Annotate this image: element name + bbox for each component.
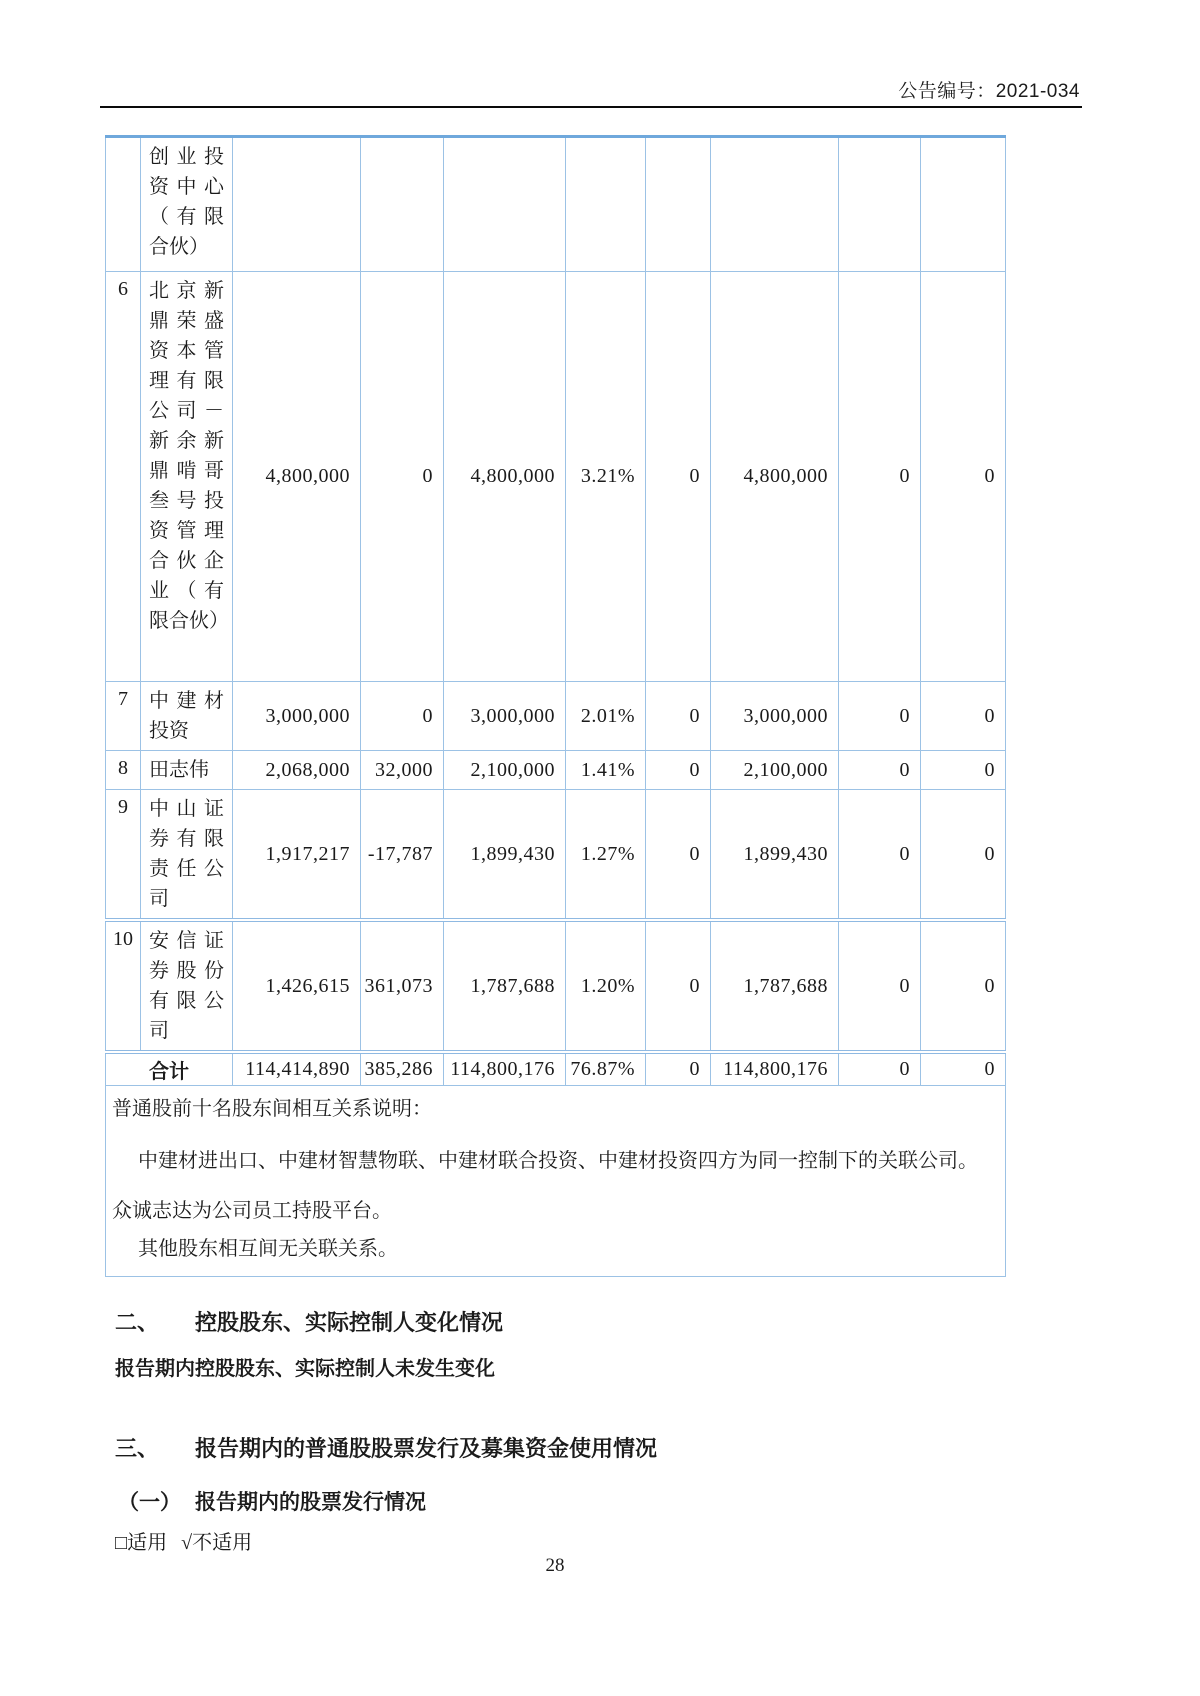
- value-cell: 0: [921, 682, 1006, 751]
- value-cell: 4,800,000: [444, 272, 566, 682]
- section-title: 控股股东、实际控制人变化情况: [195, 1310, 504, 1335]
- value-cell: 1,787,688: [711, 920, 839, 1052]
- value-cell: 0: [646, 790, 711, 921]
- percent-cell: 1.27%: [566, 790, 646, 921]
- percent-cell: [566, 137, 646, 272]
- value-cell: [233, 137, 361, 272]
- value-cell: [839, 137, 921, 272]
- value-cell: 0: [839, 751, 921, 790]
- percent-cell: 76.87%: [566, 1052, 646, 1086]
- shareholder-name-cell: 中建材投资: [141, 682, 233, 751]
- value-cell: 0: [361, 682, 444, 751]
- section-3-1-heading: [118, 1486, 426, 1516]
- value-cell: 0: [646, 682, 711, 751]
- value-cell: 3,000,000: [233, 682, 361, 751]
- section-title: 报告期内的股票发行情况: [195, 1491, 426, 1514]
- shareholder-name-cell: 北京新鼎荣盛资本管理有限公司－新余新鼎啃哥叁号投资管理合伙企业（有限合伙）: [141, 272, 233, 682]
- value-cell: 1,899,430: [711, 790, 839, 921]
- value-cell: 114,800,176: [444, 1052, 566, 1086]
- value-cell: 32,000: [361, 751, 444, 790]
- relationship-notes-cell: [106, 1086, 1006, 1277]
- value-cell: 1,899,430: [444, 790, 566, 921]
- section-3-heading: [115, 1432, 657, 1463]
- shareholder-row: [106, 272, 1006, 682]
- section-number: 三、: [115, 1436, 160, 1461]
- value-cell: [444, 137, 566, 272]
- value-cell: 1,787,688: [444, 920, 566, 1052]
- shareholder-name-cell: 田志伟: [141, 751, 233, 790]
- value-cell: 1,917,217: [233, 790, 361, 921]
- value-cell: 2,100,000: [711, 751, 839, 790]
- value-cell: 0: [921, 790, 1006, 921]
- table-row-carryover: [106, 137, 1006, 272]
- value-cell: 114,414,890: [233, 1052, 361, 1086]
- value-cell: 0: [921, 751, 1006, 790]
- value-cell: 4,800,000: [711, 272, 839, 682]
- percent-cell: 2.01%: [566, 682, 646, 751]
- shareholder-row: [106, 751, 1006, 790]
- value-cell: [711, 137, 839, 272]
- rank-cell: [106, 137, 141, 272]
- applicability-line: [115, 1526, 252, 1555]
- rank-cell: 9: [106, 790, 141, 921]
- shareholder-name-cell: 创业投资中心（有限合伙）: [141, 137, 233, 272]
- value-cell: 0: [839, 920, 921, 1052]
- value-cell: 0: [839, 1052, 921, 1086]
- value-cell: 3,000,000: [711, 682, 839, 751]
- value-cell: 0: [361, 272, 444, 682]
- value-cell: 0: [839, 682, 921, 751]
- shareholder-name-cell: 安信证券股份有限公司: [141, 920, 233, 1052]
- percent-cell: 1.20%: [566, 920, 646, 1052]
- checkbox-not-applicable: √不适用: [181, 1532, 253, 1554]
- rank-cell: 6: [106, 272, 141, 682]
- value-cell: 0: [646, 272, 711, 682]
- value-cell: 0: [839, 272, 921, 682]
- value-cell: 2,100,000: [444, 751, 566, 790]
- value-cell: 0: [646, 920, 711, 1052]
- value-cell: 0: [646, 1052, 711, 1086]
- percent-cell: 1.41%: [566, 751, 646, 790]
- rank-cell: 10: [106, 920, 141, 1052]
- value-cell: 2,068,000: [233, 751, 361, 790]
- section-number: 二、: [115, 1310, 160, 1335]
- shareholder-row: [106, 920, 1006, 1052]
- value-cell: 0: [921, 920, 1006, 1052]
- note-line: 中建材进出口、中建材智慧物联、中建材联合投资、中建材投资四方为同一控制下的关联公司。: [138, 1150, 978, 1172]
- total-row: [106, 1052, 1006, 1086]
- value-cell: 0: [646, 751, 711, 790]
- value-cell: -17,787: [361, 790, 444, 921]
- shareholder-row: [106, 682, 1006, 751]
- section-2-heading: [115, 1306, 503, 1337]
- value-cell: [921, 137, 1006, 272]
- value-cell: 114,800,176: [711, 1052, 839, 1086]
- value-cell: 0: [921, 1052, 1006, 1086]
- value-cell: 0: [921, 272, 1006, 682]
- checkbox-applicable: □适用: [115, 1532, 168, 1554]
- page-number: 28: [545, 1555, 565, 1576]
- shareholder-row: [106, 790, 1006, 921]
- total-label-cell: 合计: [106, 1052, 233, 1086]
- section-2-body: 报告期内控股股东、实际控制人未发生变化: [115, 1358, 495, 1380]
- rank-cell: 8: [106, 751, 141, 790]
- percent-cell: 3.21%: [566, 272, 646, 682]
- value-cell: 0: [839, 790, 921, 921]
- value-cell: 1,426,615: [233, 920, 361, 1052]
- rank-cell: 7: [106, 682, 141, 751]
- shareholders-table: [105, 135, 1006, 1277]
- note-line: 普通股前十名股东间相互关系说明：: [112, 1098, 432, 1120]
- header-rule: [100, 106, 1082, 108]
- value-cell: 385,286: [361, 1052, 444, 1086]
- notes-row: [106, 1086, 1006, 1277]
- value-cell: [646, 137, 711, 272]
- doc-number: 公告编号：2021-034: [898, 81, 1080, 102]
- note-line: 众诚志达为公司员工持股平台。: [112, 1200, 392, 1222]
- section-title: 报告期内的普通股股票发行及募集资金使用情况: [195, 1436, 658, 1461]
- value-cell: 361,073: [361, 920, 444, 1052]
- note-line: 其他股东相互间无关联关系。: [138, 1238, 398, 1260]
- value-cell: [361, 137, 444, 272]
- section-number: （一）: [118, 1491, 181, 1514]
- value-cell: 3,000,000: [444, 682, 566, 751]
- value-cell: 4,800,000: [233, 272, 361, 682]
- shareholder-name-cell: 中山证券有限责任公司: [141, 790, 233, 921]
